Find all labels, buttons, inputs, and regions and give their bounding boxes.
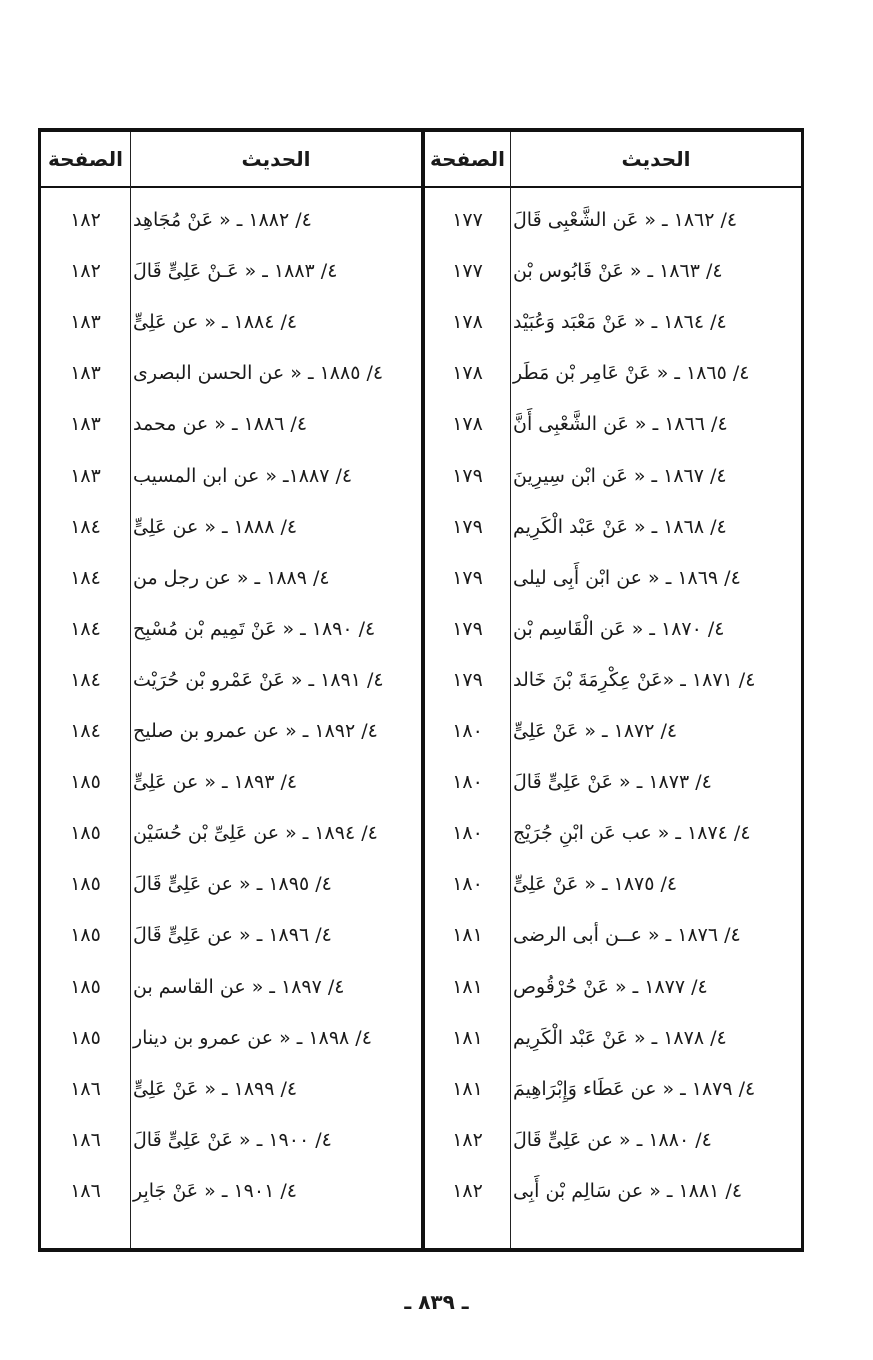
- left-page-number: ١٨٣: [70, 362, 101, 384]
- right-page-number: ١٧٨: [452, 311, 483, 333]
- left-hadith-entry: ٤/ ١٨٩٨ ـ « عن عمرو بن دينار: [133, 1027, 372, 1049]
- left-page-number: ١٨٤: [70, 720, 101, 742]
- right-page-number: ١٨٠: [452, 822, 483, 844]
- right-hadith-entry: ٤/ ١٨٧٥ ـ « عَنْ عَلِىٍّ: [513, 873, 678, 895]
- left-hadith-entry: ٤/ ١٨٩٦ ـ « عن عَلِىٍّ قَالَ: [133, 924, 332, 946]
- header-right-page: الصفحة: [429, 147, 505, 171]
- header-left-hadith: الحديث: [241, 147, 311, 171]
- right-page-number: ١٧٩: [452, 618, 483, 640]
- left-page-number: ١٨٣: [70, 465, 101, 487]
- left-page-number: ١٨٥: [70, 822, 101, 844]
- left-hadith-entry: ٤/ ١٨٩٣ ـ « عن عَلِىٍّ: [133, 771, 298, 793]
- left-page-number: ١٨٤: [70, 567, 101, 589]
- header-right-hadith: الحديث: [621, 147, 691, 171]
- left-page-number: ١٨٢: [70, 260, 101, 282]
- right-hadith-entry: ٤/ ١٨٦٦ ـ « عَن الشَّعْبِى أَنَّ: [513, 413, 728, 435]
- left-page-number: ١٨٥: [70, 976, 101, 998]
- right-page-number: ١٧٩: [452, 465, 483, 487]
- right-page-number: ١٨٠: [452, 873, 483, 895]
- right-page-number: ١٨١: [452, 1078, 483, 1100]
- right-hadith-entry: ٤/ ١٨٨١ ـ « عن سَالِم بْن أَبِى: [513, 1180, 743, 1202]
- left-page-number: ١٨٣: [70, 311, 101, 333]
- left-page-number: ١٨٦: [70, 1129, 101, 1151]
- right-page-number: ١٧٩: [452, 516, 483, 538]
- right-page-number: ١٨٠: [452, 720, 483, 742]
- right-page-number: ١٨١: [452, 976, 483, 998]
- left-page-number: ١٨٤: [70, 669, 101, 691]
- left-page-number: ١٨٤: [70, 618, 101, 640]
- left-page-number: ١٨٥: [70, 1027, 101, 1049]
- left-page-number: ١٨٣: [70, 413, 101, 435]
- right-hadith-entry: ٤/ ١٨٧٠ ـ « عَن الْقَاسِم بْن: [513, 618, 725, 640]
- left-hadith-entry: ٤/ ١٨٩٤ ـ « عن عَلِىِّ بْن حُسَيْن: [133, 822, 378, 844]
- right-hadith-entry: ٤/ ١٨٧٦ ـ « عــن أبى الرضى: [513, 924, 741, 946]
- index-table: [38, 128, 804, 1252]
- left-hadith-entry: ٤/ ١٨٨٦ ـ « عن محمد: [133, 413, 308, 435]
- left-hadith-entry: ٤/ ١٨٨٩ ـ « عن رجل من: [133, 567, 330, 589]
- left-page-number: ١٨٥: [70, 771, 101, 793]
- left-hadith-entry: ٤/ ١٨٨٧ـ « عن ابن المسيب: [133, 465, 353, 487]
- right-hadith-entry: ٤/ ١٨٧٢ ـ « عَنْ عَلِىٍّ: [513, 720, 678, 742]
- right-hadith-entry: ٤/ ١٨٧٤ ـ « عب عَن ابْنِ جُرَيْج: [513, 822, 751, 844]
- left-hadith-entry: ٤/ ١٨٨٣ ـ « عَـنْ عَلِىٍّ قَالَ: [133, 260, 338, 282]
- left-hadith-entry: ٤/ ١٨٩٢ ـ « عن عمرو بن صليح: [133, 720, 378, 742]
- left-page-number: ١٨٥: [70, 924, 101, 946]
- left-page-number: ١٨٢: [70, 209, 101, 231]
- right-hadith-entry: ٤/ ١٨٦٧ ـ « عَن ابْن سِيرِينَ: [513, 465, 727, 487]
- right-hadith-entry: ٤/ ١٨٧٧ ـ « عَنْ حُرْقُوص: [513, 976, 708, 998]
- right-page-number: ١٧٧: [452, 209, 483, 231]
- right-page-number: ١٧٨: [452, 413, 483, 435]
- right-hadith-entry: ٤/ ١٨٧٣ ـ « عَنْ عَلِىٍّ قَالَ: [513, 771, 712, 793]
- right-hadith-entry: ٤/ ١٨٧٨ ـ « عَنْ عَبْد الْكَرِيم: [513, 1027, 727, 1049]
- right-hadith-entry: ٤/ ١٨٦٩ ـ « عن ابْن أَبِى ليلى: [513, 567, 741, 589]
- left-hadith-entry: ٤/ ١٨٩٩ ـ « عَنْ عَلِىٍّ: [133, 1078, 298, 1100]
- left-page-number: ١٨٦: [70, 1078, 101, 1100]
- right-hadith-entry: ٤/ ١٨٦٥ ـ « عَنْ عَامِر بْن مَطَر: [513, 362, 750, 384]
- left-hadith-entry: ٤/ ١٨٨٨ ـ « عن عَلِىٍّ: [133, 516, 298, 538]
- left-hadith-entry: ٤/ ١٨٨٢ ـ « عَنْ مُجَاهِد: [133, 209, 312, 231]
- left-hadith-entry: ٤/ ١٨٩٠ ـ « عَنْ تَمِيم بْن مُسْبِح: [133, 618, 376, 640]
- right-page-number: ١٨٢: [452, 1129, 483, 1151]
- left-hadith-entry: ٤/ ١٨٨٤ ـ « عن عَلِىٍّ: [133, 311, 298, 333]
- right-hadith-entry: ٤/ ١٨٦٨ ـ « عَنْ عَبْد الْكَرِيم: [513, 516, 727, 538]
- right-page-number: ١٨١: [452, 1027, 483, 1049]
- page-number: ـ ٨٣٩ ـ: [404, 1290, 469, 1314]
- header-left-page: الصفحة: [47, 147, 123, 171]
- left-hadith-entry: ٤/ ١٨٩٧ ـ « عن القاسم بن: [133, 976, 345, 998]
- right-page-number: ١٧٩: [452, 567, 483, 589]
- right-page-number: ١٨٠: [452, 771, 483, 793]
- left-page-number: ١٨٦: [70, 1180, 101, 1202]
- left-hadith-entry: ٤/ ١٩٠١ ـ « عَنْ جَابِر: [133, 1180, 297, 1202]
- left-hadith-entry: ٤/ ١٨٩١ ـ « عَنْ عَمْرو بْن حُرَيْث: [133, 669, 384, 691]
- left-hadith-entry: ٤/ ١٨٨٥ ـ « عن الحسن البصرى: [133, 362, 384, 384]
- right-hadith-entry: ٤/ ١٨٦٤ ـ « عَنْ مَعْبَد وَعُبَيْد: [513, 311, 727, 333]
- right-page-number: ١٧٨: [452, 362, 483, 384]
- right-page-number: ١٧٩: [452, 669, 483, 691]
- column-divider-right-page: [510, 132, 511, 1248]
- left-hadith-entry: ٤/ ١٨٩٥ ـ « عن عَلِىٍّ قَالَ: [133, 873, 332, 895]
- left-hadith-entry: ٤/ ١٩٠٠ ـ « عَنْ عَلِىٍّ قَالَ: [133, 1129, 332, 1151]
- right-hadith-entry: ٤/ ١٨٧١ ـ «عَنْ عِكْرِمَةَ بْنَ خَالد: [513, 669, 756, 691]
- right-hadith-entry: ٤/ ١٨٨٠ ـ « عن عَلِىٍّ قَالَ: [513, 1129, 712, 1151]
- column-divider-left-page: [130, 132, 131, 1248]
- left-page-number: ١٨٥: [70, 873, 101, 895]
- right-page-number: ١٨٢: [452, 1180, 483, 1202]
- left-page-number: ١٨٤: [70, 516, 101, 538]
- right-page-number: ١٨١: [452, 924, 483, 946]
- right-page-number: ١٧٧: [452, 260, 483, 282]
- right-hadith-entry: ٤/ ١٨٦٢ ـ « عَن الشَّعْبِى قَالَ: [513, 209, 738, 231]
- right-hadith-entry: ٤/ ١٨٦٣ ـ « عَنْ قَابُوس بْن: [513, 260, 723, 282]
- right-hadith-entry: ٤/ ١٨٧٩ ـ « عن عَطَاء وَإِبْرَاهِيمَ: [513, 1078, 756, 1100]
